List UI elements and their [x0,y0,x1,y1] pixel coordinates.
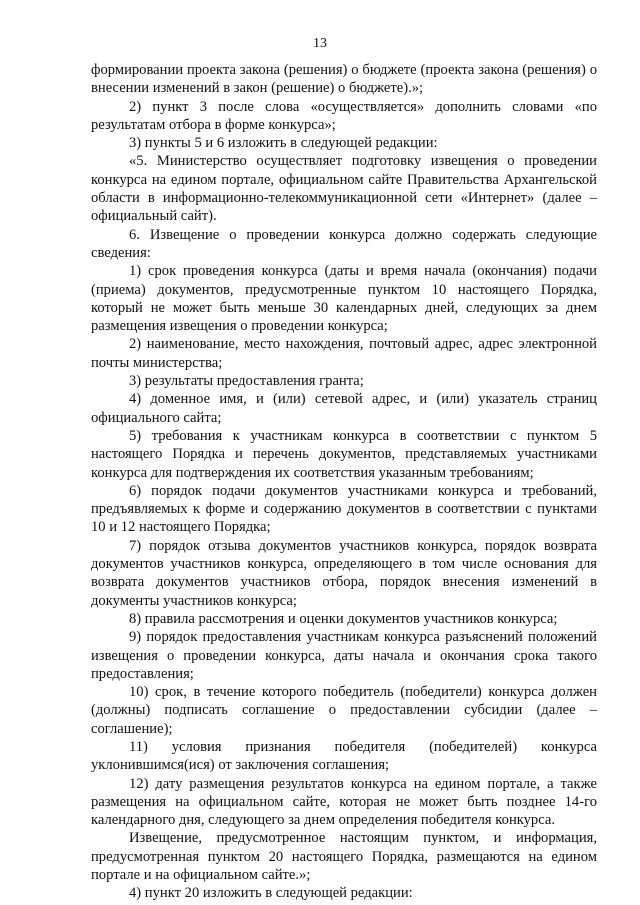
paragraph-item-4: 4) пункт 20 изложить в следующей редакции: [129,885,413,902]
list-item-8: 8) правила рассмотрения и оценки документов участников конкурса; [129,610,558,627]
paragraph-point-6: 6. Извещение о проведении конкурса должно содержать следующие сведения: [91,226,597,261]
paragraph-item-3: 3) пункты 5 и 6 изложить в следующей редакции: [129,135,438,152]
list-item-6: 6) порядок подачи документов участниками конкурса и требований, предъявляемых к форме и содержанию документов в соответствии с пунктами 10 и 12 настоящего Порядка; [91,482,597,536]
list-item-5: 5) требования к участникам конкурса в соответствии с пунктом 5 настоящего Порядка и перечень документов, представляемых участниками конкурса для подтверждения их соответствия указанным требованиям; [91,427,597,481]
list-item-9: 9) порядок предоставления участникам конкурса разъяснений положений извещения о проведении конкурса, даты начала и окончания срока такого предоставления; [91,629,597,682]
paragraph-continuation: формировании проекта закона (решения) о бюджете (проекта закона (решения) о внесении изменений в закон (решение) о бюджете).»; [91,62,597,97]
list-item-2: 2) наименование, место нахождения, почтовый адрес, адрес электронной почты министерства; [91,336,597,371]
list-item-11: 11) условия признания победителя (победителей) конкурса уклонившимся(ися) от заключения соглашения; [91,738,597,774]
list-item-10: 10) срок, в течение которого победитель (победители) конкурса должен (должны) подписать соглашение о предоставлении субсидии (далее – соглашение); [91,684,597,737]
list-item-4: 4) доменное имя, и (или) сетевой адрес, и (или) указатель страниц официального сайта; [91,391,597,426]
list-item-3: 3) результаты предоставления гранта; [129,373,364,390]
paragraph-item-2: 2) пункт 3 после слова «осуществляется» дополнить словами «по результатам отбора в форме конкурса»; [91,98,597,133]
paragraph-notice: Извещение, предусмотренное настоящим пунктом, и информация, предусмотренная пунктом 20 настоящего Порядка, размещаются на едином портале и на официальном сайте.»; [91,830,597,884]
list-item-12: 12) дату размещения результатов конкурса на едином портале, а также размещения на официальном сайте, которая не может быть позднее 14-го календарного дня, следующего за днем определения победителя конкурса. [91,775,597,829]
page-number: 13 [313,36,327,51]
list-item-7: 7) порядок отзыва документов участников конкурса, порядок возврата документов участников конкурса, определяющего в том числе основания для возврата документов участников отбора, порядок внесения изменений в документы участников конкурса; [91,537,597,609]
list-item-1: 1) срок проведения конкурса (даты и время начала (окончания) подачи (приема) документов, предусмотренные пунктом 10 настоящего Порядка, который не может быть меньше 30 календарных дней, следующих за днем размещения извещения о проведении конкурса; [91,263,597,335]
paragraph-point-5: «5. Министерство осуществляет подготовку извещения о проведении конкурса на едином портале, официальном сайте Правительства Архангельской области в информационно-телекоммуникационной сети «Интернет» (далее – официальный сайт). [91,153,597,225]
document-body [91,61,597,903]
